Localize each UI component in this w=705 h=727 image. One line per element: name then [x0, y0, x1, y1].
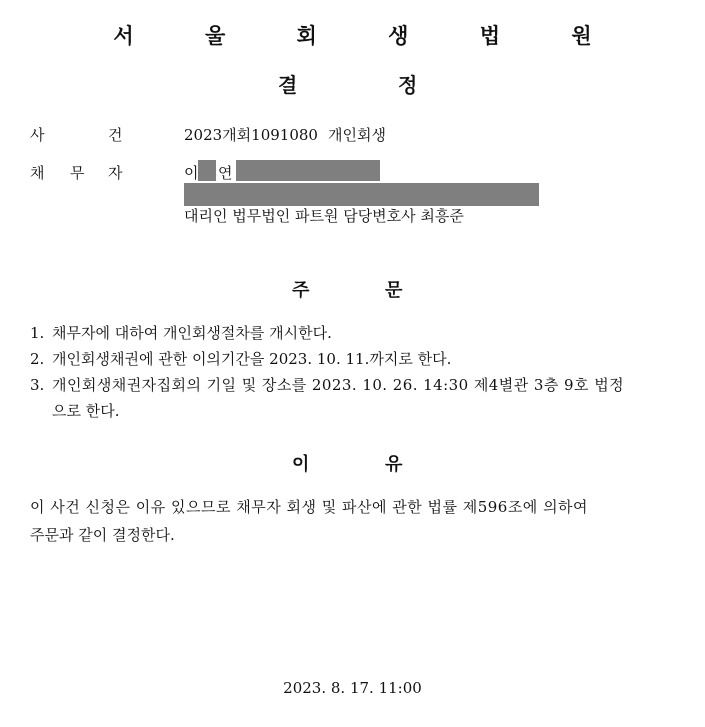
- case-type: 개인회생: [328, 126, 386, 144]
- reason-text-line-2: 주문과 같이 결정한다.: [30, 526, 175, 544]
- order-item-number: 2.: [30, 350, 45, 368]
- decision-date: 2023. 8. 17. 11:00: [283, 679, 422, 697]
- debtor-name-last: 연: [218, 164, 233, 182]
- order-item-number: 3.: [30, 376, 45, 394]
- address-redaction: [184, 183, 539, 206]
- order-item-text: 개인회생채권에 관한 이의기간을 2023. 10. 11.까지로 한다.: [52, 350, 452, 368]
- debtor-label-char-3: 자: [108, 164, 123, 182]
- case-label-char-2: 건: [108, 126, 123, 144]
- order-item: [30, 372, 670, 424]
- order-item-text: 채무자에 대하여 개인회생절차를 개시한다.: [52, 324, 332, 342]
- debtor-label-char-1: 채: [30, 164, 45, 182]
- debtor-agent: 대리인 법무법인 파트원 담당변호사 최흥준: [184, 207, 464, 225]
- debtor-name-first: 이: [184, 164, 199, 182]
- reason-heading-right: 유: [385, 454, 403, 475]
- order-item-number: 1.: [30, 324, 45, 342]
- name-redaction: [198, 160, 216, 181]
- doc-type-right: 정: [398, 73, 418, 97]
- order-item-continuation: 으로 한다.: [52, 402, 120, 420]
- debtor-label-char-2: 무: [70, 164, 85, 182]
- doc-type-left: 결: [278, 73, 298, 97]
- id-redaction: [236, 160, 380, 181]
- case-number: 2023개회1091080: [184, 126, 318, 144]
- order-heading-left: 주: [292, 280, 310, 301]
- reason-heading-left: 이: [292, 454, 310, 475]
- order-item-text: 개인회생채권자집회의 기일 및 장소를 2023. 10. 26. 14:30 제4별관 3층 9호 법정: [52, 376, 625, 394]
- court-name: 서 울 회 생 법 원: [113, 24, 624, 48]
- order-heading-right: 문: [385, 280, 403, 301]
- reason-text-line-1: 이 사건 신청은 이유 있으므로 채무자 회생 및 파산에 관한 법률 제596조에 의하여: [30, 498, 589, 516]
- order-item: [30, 346, 670, 372]
- order-item: [30, 320, 670, 346]
- case-label-char-1: 사: [30, 126, 45, 144]
